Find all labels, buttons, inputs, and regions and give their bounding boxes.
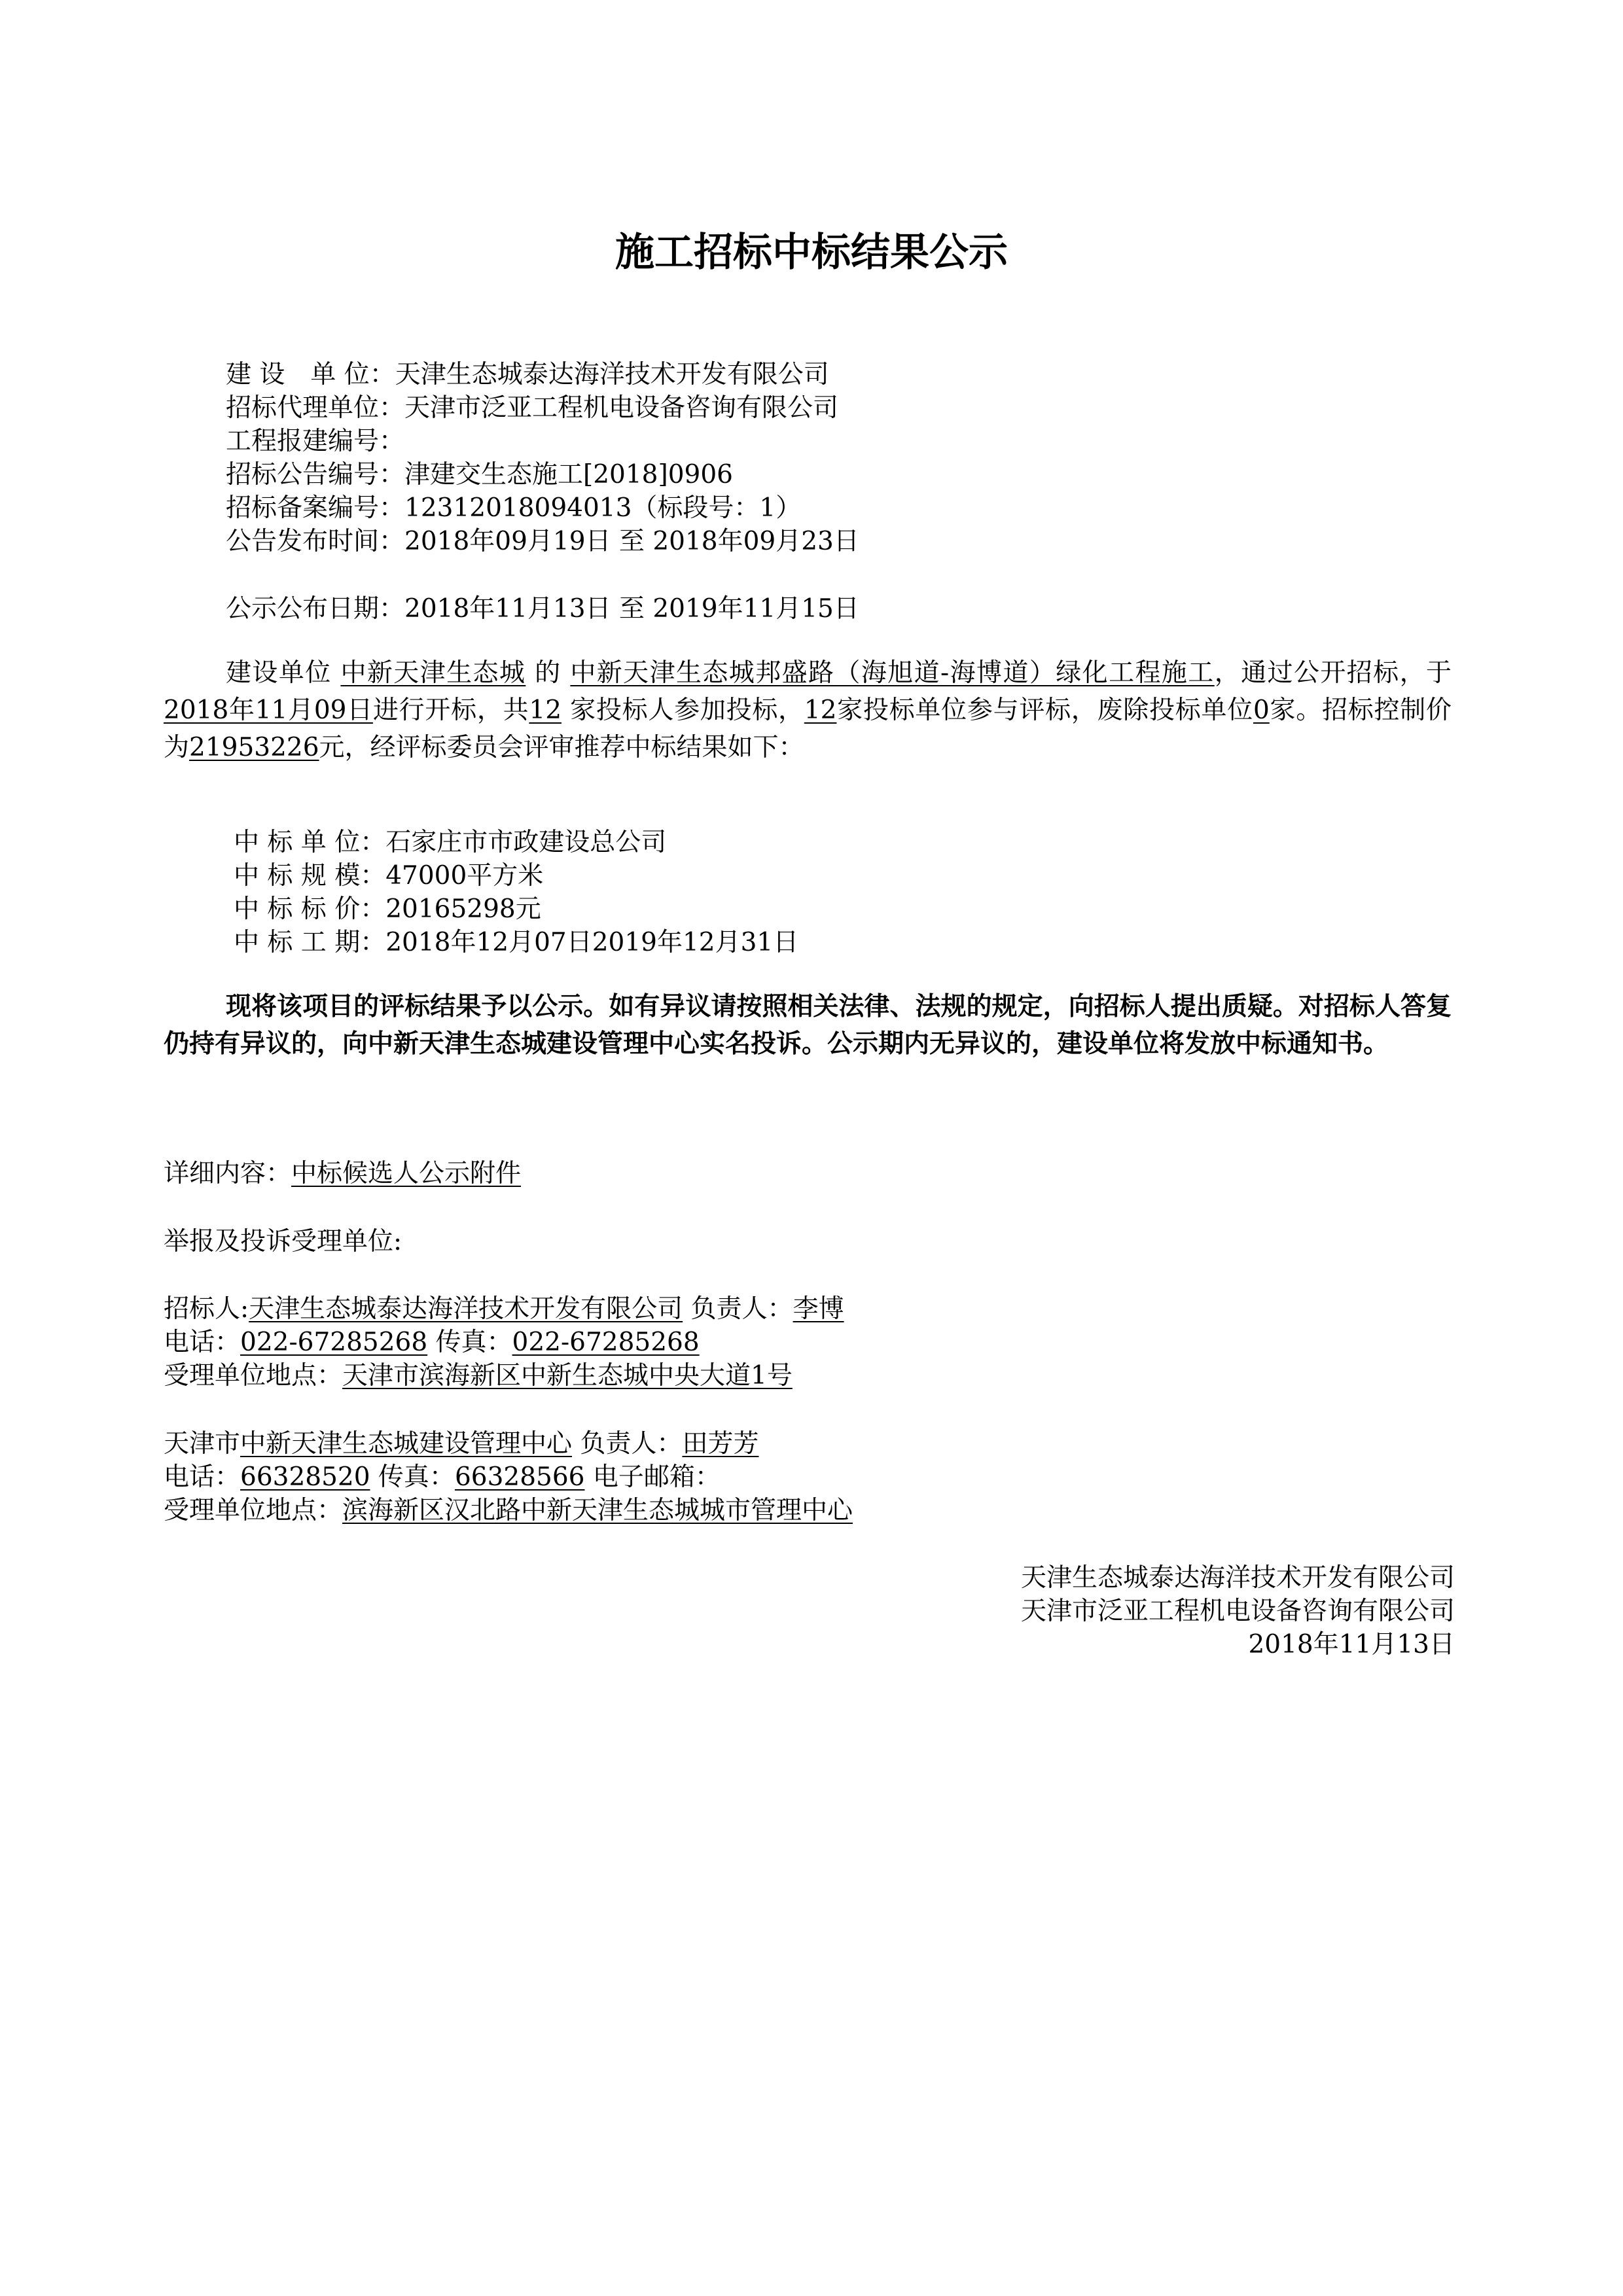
intro-text: 的: [535, 658, 562, 688]
authority-contact-row: [164, 1460, 721, 1494]
header-label: 公告发布时间：: [226, 527, 405, 556]
page-title: 施工招标中标结果公示: [615, 230, 1008, 275]
signature-date: 2018年11月13日: [1248, 1630, 1455, 1659]
publicity-period: [226, 592, 859, 626]
intro-text: 元，经评标委员会评审推荐中标结果如下：: [319, 733, 804, 762]
result-value: 2018年12月07日2019年12月31日: [385, 928, 799, 957]
authority-fax-label: 传真：: [370, 1462, 455, 1492]
authority-address-row: [164, 1494, 853, 1527]
intro-text: 建设单位: [226, 658, 332, 688]
result-row-period: [234, 926, 798, 959]
authority-addr-label: 受理单位地点：: [164, 1496, 343, 1525]
intro-text: 家投标单位参与评标，废除投标单位: [836, 696, 1253, 725]
header-row-registration: [226, 425, 404, 458]
authority-tel: 66328520: [240, 1462, 370, 1492]
intro-text: 进行开标，共: [372, 696, 529, 725]
open-date: 2018年11月09日: [164, 696, 373, 725]
rejected-count: 0: [1253, 696, 1270, 725]
tenderer-row: [164, 1292, 844, 1326]
header-label: 招标代理单位：: [226, 393, 405, 423]
result-value: 石家庄市市政建设总公司: [385, 828, 667, 857]
header-value: 天津市泛亚工程机电设备咨询有限公司: [404, 393, 839, 423]
signature-org-2: 天津市泛亚工程机电设备咨询有限公司: [1020, 1597, 1455, 1626]
evaluated-count: 12: [804, 696, 837, 725]
attachment-link[interactable]: 中标候选人公示附件: [291, 1159, 522, 1188]
intro-paragraph: [164, 654, 1452, 766]
signature-org-1: 天津生态城泰达海洋技术开发有限公司: [1020, 1563, 1455, 1593]
control-price: 21953226: [189, 733, 319, 762]
result-value: 47000平方米: [385, 861, 544, 891]
tenderer-tel: 022-67285268: [240, 1328, 428, 1357]
notice-paragraph: 现将该项目的评标结果予以公示。如有异议请按照相关法律、法规的规定，向招标人提出质疑。对招标人答复仍持有异议的，向中新天津生态城建设管理中心实名投诉。公示期内无异议的，建设单位将发放中标通知书。: [164, 991, 1452, 1059]
header-row-publish-time: [226, 525, 859, 558]
authority-email-label: 电子邮箱：: [584, 1462, 721, 1492]
project-name: 中新天津生态城邦盛路（海旭道-海博道）绿化工程施工: [570, 658, 1215, 688]
tenderer-fax: 022-67285268: [512, 1328, 700, 1357]
tenderer-person-label: 负责人：: [683, 1294, 793, 1324]
authority-person-label: 负责人：: [572, 1429, 683, 1458]
authority-prefix: 天津市: [164, 1429, 241, 1458]
header-row-record-no: [226, 491, 801, 525]
result-label: 中 标 标 价：: [234, 894, 386, 924]
header-row-notice-no: [226, 458, 733, 491]
header-label: 建 设 单 位：: [226, 360, 395, 389]
detail-label: 详细内容：: [164, 1159, 292, 1188]
authority-fax: 66328566: [454, 1462, 585, 1492]
authority-tel-label: 电话：: [164, 1462, 241, 1492]
tenderer-name: 天津生态城泰达海洋技术开发有限公司: [249, 1294, 683, 1324]
header-value: 天津生态城泰达海洋技术开发有限公司: [395, 360, 829, 389]
result-label: 中 标 规 模：: [234, 861, 386, 891]
tenderer-fax-label: 传真：: [427, 1328, 512, 1357]
intro-text: ，通过公开招标，于: [1214, 658, 1452, 688]
bidder-count: 12: [529, 696, 562, 725]
header-row-agent: [226, 391, 838, 425]
tenderer-contact-row: [164, 1326, 700, 1359]
result-label: 中 标 工 期：: [234, 928, 386, 957]
header-label: 招标公告编号：: [226, 460, 405, 489]
tenderer-label: 招标人:: [164, 1294, 249, 1324]
header-value: 12312018094013（标段号：1）: [404, 493, 802, 523]
tenderer-address: 天津市滨海新区中新生态城中央大道1号: [342, 1361, 793, 1390]
publicity-value: 2018年11月13日 至 2019年11月15日: [404, 594, 859, 624]
header-row-owner: [226, 358, 829, 391]
complaint-heading: 举报及投诉受理单位:: [164, 1227, 402, 1256]
tenderer-addr-label: 受理单位地点：: [164, 1361, 343, 1390]
result-value: 20165298元: [385, 894, 541, 924]
result-row-winner: [234, 826, 666, 859]
header-value: 2018年09月19日 至 2018年09月23日: [404, 527, 859, 556]
authority-person: 田芳芳: [682, 1429, 759, 1458]
header-label: 招标备案编号：: [226, 493, 405, 523]
result-row-price: [234, 892, 541, 926]
authority-row: [164, 1427, 758, 1460]
tenderer-person: 李博: [793, 1294, 844, 1324]
authority-address: 滨海新区汉北路中新天津生态城城市管理中心: [342, 1496, 853, 1525]
tenderer-address-row: [164, 1359, 793, 1392]
header-label: 工程报建编号：: [226, 427, 405, 456]
authority-name: 中新天津生态城建设管理中心: [240, 1429, 573, 1458]
intro-text: 家投标人参加投标，: [570, 696, 804, 725]
result-label: 中 标 单 位：: [234, 828, 386, 857]
intro-text: 家。招标控制价为: [164, 696, 1452, 762]
result-row-scale: [234, 859, 543, 892]
owner-name: 中新天津生态城: [340, 658, 526, 688]
tenderer-tel-label: 电话：: [164, 1328, 241, 1357]
publicity-label: 公示公布日期：: [226, 594, 405, 624]
detail-row: [164, 1157, 521, 1190]
header-value: 津建交生态施工[2018]0906: [404, 460, 733, 489]
